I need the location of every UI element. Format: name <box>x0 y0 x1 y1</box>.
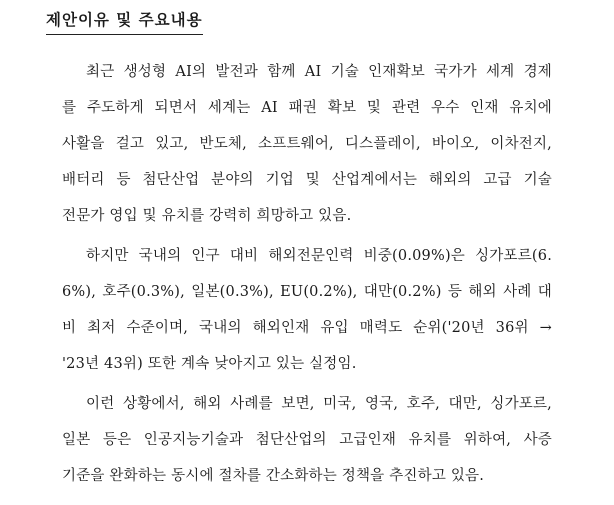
paragraph-2-line-3: 비 최저 수준이며, 국내의 해외인재 유입 매력도 순위('20년 36위 → <box>62 320 552 336</box>
paragraph-1-line-4: 배터리 등 첨단산업 분야의 기업 및 산업계에서는 해외의 고급 기술 <box>62 172 552 188</box>
paragraph-3-line-3: 기준을 완화하는 동시에 절차를 간소화하는 정책을 추진하고 있음. <box>62 468 485 484</box>
section-heading: 제안이유 및 주요내용 <box>46 8 203 35</box>
paragraph-2-line-1: 하지만 국내의 인구 대비 해외전문인력 비중(0.09%)은 싱가포르(6. <box>86 248 552 264</box>
paragraph-1-line-5: 전문가 영입 및 유치를 강력히 희망하고 있음. <box>62 208 352 224</box>
paragraph-3-line-1: 이런 상황에서, 해외 사례를 보면, 미국, 영국, 호주, 대만, 싱가포르, <box>86 396 552 412</box>
paragraph-3-line-2: 일본 등은 인공지능기술과 첨단산업의 고급인재 유치를 위하여, 사증 <box>62 432 552 448</box>
paragraph-1-line-1: 최근 생성형 AI의 발전과 함께 AI 기술 인재확보 국가가 세계 경제 <box>86 64 552 80</box>
paragraph-2-line-2: 6%), 호주(0.3%), 일본(0.3%), EU(0.2%), 대만(0.2%) 등 해외 사례 대 <box>62 284 552 300</box>
paragraph-1-line-3: 사활을 걸고 있고, 반도체, 소프트웨어, 디스플레이, 바이오, 이차전지, <box>62 136 552 152</box>
paragraph-1-line-2: 를 주도하게 되면서 세계는 AI 패권 확보 및 관련 우수 인재 유치에 <box>62 100 552 116</box>
paragraph-2-line-4: '23년 43위) 또한 계속 낮아지고 있는 실정임. <box>62 356 357 372</box>
